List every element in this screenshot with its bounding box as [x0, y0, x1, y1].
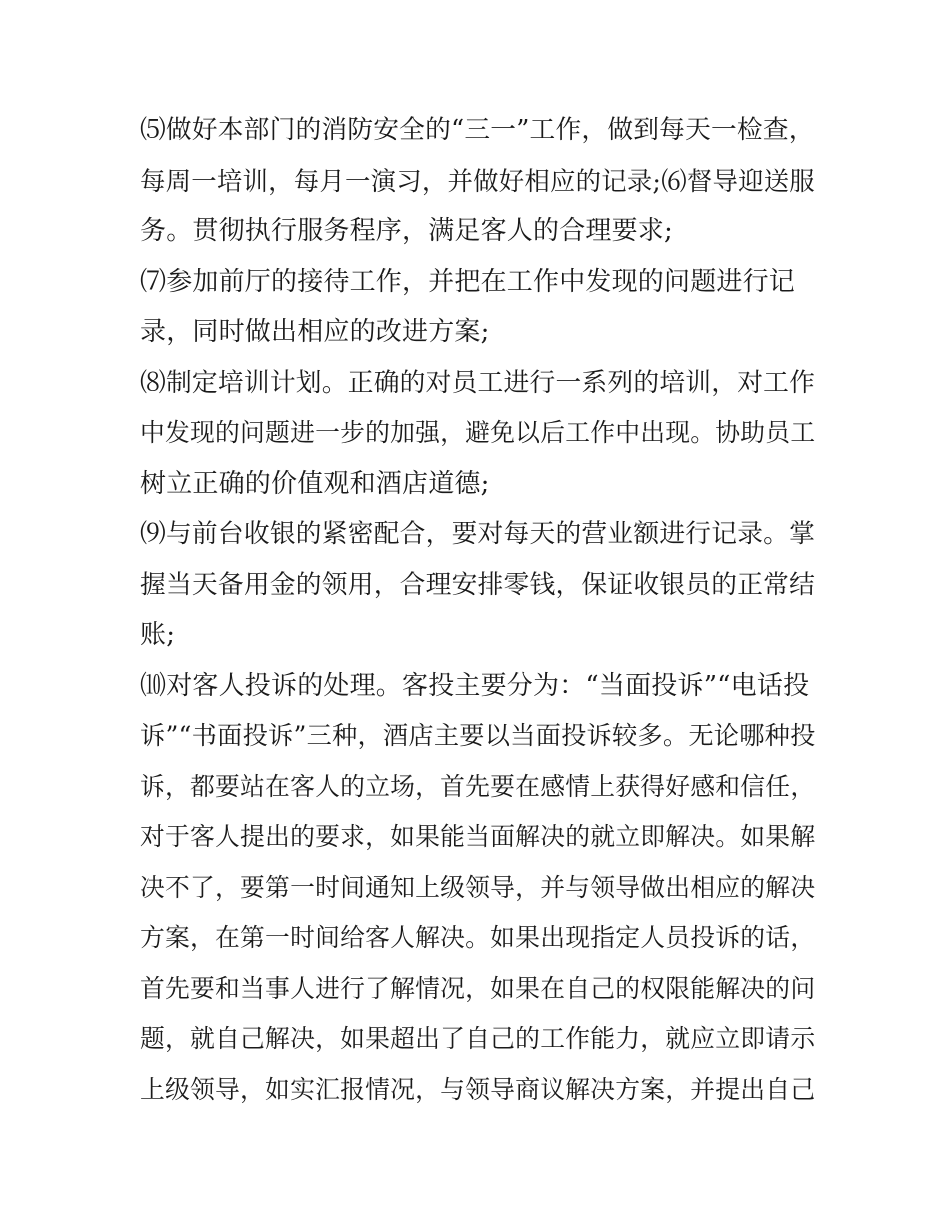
text-line: 诉，都要站在客人的立场，首先要在感情上获得好感和信任，	[140, 772, 816, 801]
text-line: 诉”“书面投诉”三种，酒店主要以当面投诉较多。无论哪种投	[140, 721, 816, 750]
text-line: 握当天备用金的领用，合理安排零钱，保证收银员的正常结	[140, 570, 816, 600]
text-line: 务。贯彻执行服务程序，满足客人的合理要求;	[140, 216, 673, 246]
text-line: ⑽对客人投诉的处理。客投主要分为：“当面投诉”“电话投	[140, 671, 810, 701]
text-line: 上级领导，如实汇报情况，与领导商议解决方案，并提出自己	[140, 1075, 816, 1104]
text-line: ⑺参加前厅的接待工作，并把在工作中发现的问题进行记	[140, 267, 796, 297]
text-line: 账;	[140, 620, 176, 650]
text-line: 树立正确的价值观和酒店道德;	[140, 469, 490, 499]
text-line: ⑻制定培训计划。正确的对员工进行一系列的培训，对工作	[140, 368, 816, 398]
text-line: ⑸做好本部门的消防安全的“三一”工作，做到每天一检查，	[140, 115, 815, 145]
text-line: 每周一培训，每月一演习，并做好相应的记录;⑹督导迎送服	[140, 166, 815, 196]
text-line: ⑼与前台收银的紧密配合，要对每天的营业额进行记录。掌	[140, 519, 816, 549]
text-line: 题，就自己解决，如果超出了自己的工作能力，就应立即请示	[140, 1024, 816, 1053]
text-line: 录，同时做出相应的改进方案;	[140, 317, 490, 347]
text-line: 对于客人提出的要求，如果能当面解决的就立即解决。如果解	[140, 822, 816, 851]
text-line: 首先要和当事人进行了解情况，如果在自己的权限能解决的问	[140, 974, 816, 1003]
text-line: 中发现的问题进一步的加强，避免以后工作中出现。协助员工	[140, 418, 816, 447]
text-line: 方案，在第一时间给客人解决。如果出现指定人员投诉的话，	[140, 923, 816, 952]
text-line: 决不了，要第一时间通知上级领导，并与领导做出相应的解决	[140, 873, 816, 902]
